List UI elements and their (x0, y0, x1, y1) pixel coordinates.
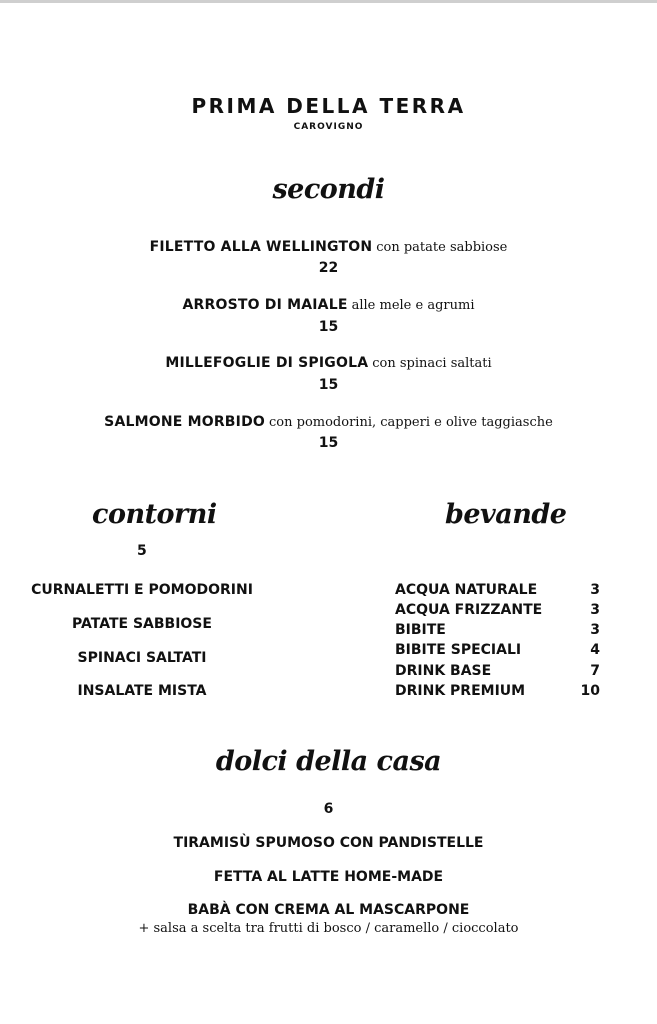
drink-name: DRINK PREMIUM (395, 683, 526, 699)
dish-price: 15 (318, 319, 339, 335)
dolci-heading: dolci della casa (215, 746, 442, 777)
list-item: SPINACI SALTATI (77, 650, 207, 666)
list-item (395, 622, 605, 642)
dish-name: ARROSTO DI MAIALE (182, 297, 348, 313)
secondi-heading: secondi (272, 174, 385, 205)
list-item: TIRAMISÙ SPUMOSO CON PANDISTELLE (173, 835, 484, 851)
dish-name: FILETTO ALLA WELLINGTON (149, 239, 373, 255)
dish-price: 15 (318, 435, 339, 451)
drink-name: BIBITE (395, 622, 446, 638)
bevande-heading: bevande (445, 499, 567, 530)
dish-description: alle mele e agrumi (351, 298, 475, 313)
drink-price: 3 (590, 622, 600, 638)
restaurant-location: CAROVIGNO (293, 122, 364, 132)
dish-description: con pomodorini, capperi e olive taggiasche (269, 415, 553, 430)
drink-name: ACQUA NATURALE (395, 582, 538, 598)
list-item (395, 582, 605, 602)
list-item: INSALATE MISTA (77, 683, 207, 699)
dish-description: con spinaci saltati (372, 356, 492, 371)
list-item: FETTA AL LATTE HOME-MADE (213, 869, 444, 885)
dish-description: con patate sabbiose (376, 240, 508, 255)
dolci-price: 6 (323, 801, 334, 817)
dish-name: MILLEFOGLIE DI SPIGOLA (165, 355, 369, 371)
dish-price: 22 (318, 260, 339, 276)
contorni-price: 5 (137, 543, 147, 559)
restaurant-title: PRIMA DELLA TERRA (191, 94, 466, 118)
drink-name: ACQUA FRIZZANTE (395, 602, 543, 618)
dish-name: SALMONE MORBIDO (104, 414, 266, 430)
list-item: BABÀ CON CREMA AL MASCARPONE (187, 902, 470, 918)
list-item (395, 663, 605, 683)
list-item: PATATE SABBIOSE (72, 616, 212, 632)
drink-price: 3 (590, 602, 600, 618)
drink-price: 3 (590, 582, 600, 598)
contorni-heading: contorni (92, 499, 217, 530)
dolci-note: + salsa a scelta tra frutti di bosco / caramello / cioccolato (138, 921, 519, 936)
drink-name: BIBITE SPECIALI (395, 642, 522, 658)
list-item (395, 602, 605, 622)
drink-price: 10 (580, 683, 600, 699)
dish-price: 15 (318, 377, 339, 393)
drink-price: 4 (590, 642, 600, 658)
drink-price: 7 (590, 663, 600, 679)
list-item (395, 642, 605, 662)
list-item (395, 683, 605, 703)
drink-name: DRINK BASE (395, 663, 492, 679)
list-item: CURNALETTI E POMODORINI (31, 582, 253, 598)
